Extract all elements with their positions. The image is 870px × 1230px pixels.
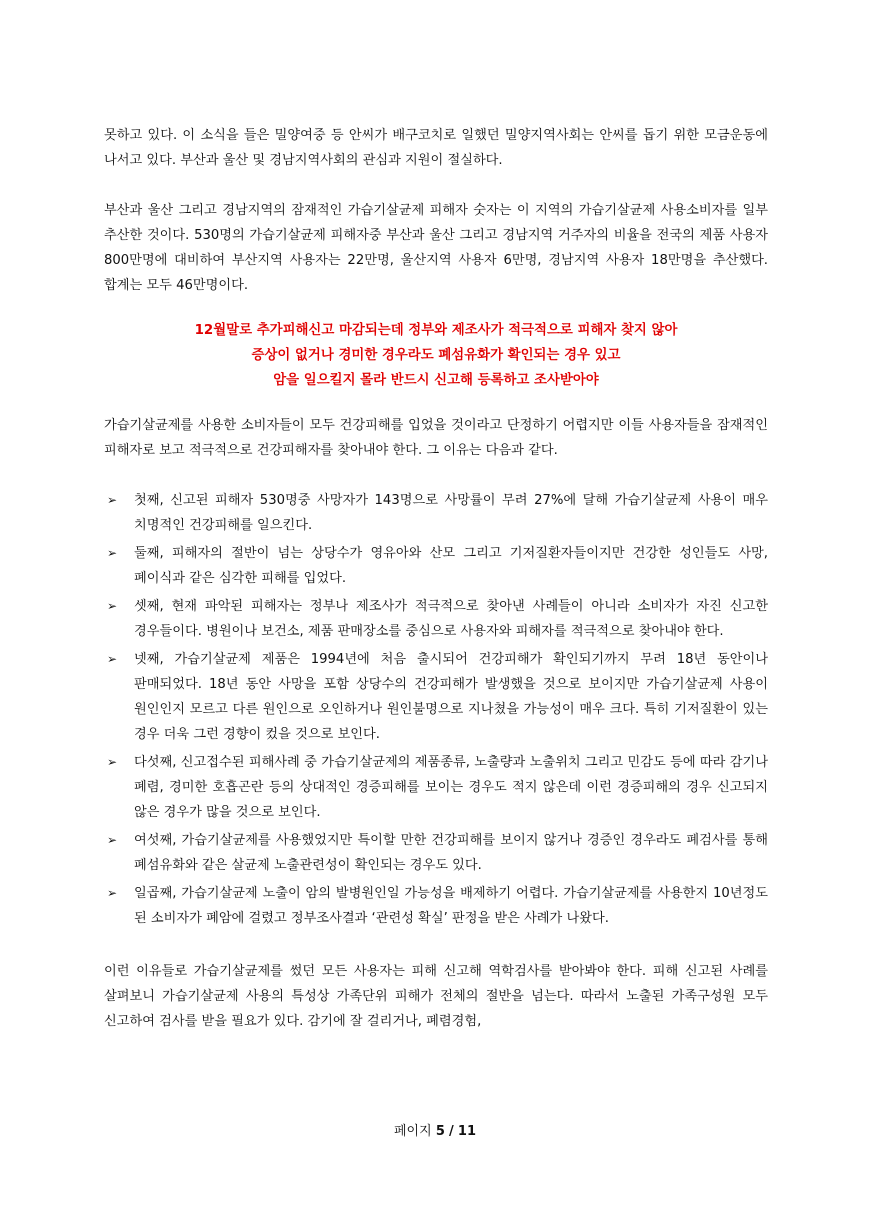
- reason-text: 첫째, 신고된 피해자 530명중 사망자가 143명으로 사망률이 무려 27%에 달해 가습기살균제 사용이 매우 치명적인 건강피해를 일으킨다.: [134, 493, 768, 533]
- arrow-bullet-icon: ➢: [107, 599, 118, 613]
- page-footer: [0, 1122, 870, 1142]
- arrow-bullet-icon: ➢: [107, 652, 118, 666]
- reason-text: 여섯째, 가습기살균제를 사용했었지만 특이할 만한 건강피해를 보이지 않거나 경증인 경우라도 폐검사를 통해 폐섬유화와 같은 살균제 노출관련성이 확인되는 경우도 있다.: [134, 833, 768, 873]
- reason-list-item: [104, 750, 768, 825]
- paragraph-gap: [104, 298, 768, 318]
- footer-current-page: 5: [435, 1124, 445, 1139]
- paragraph-gap: [104, 463, 768, 488]
- arrow-bullet-icon: ➢: [107, 886, 118, 900]
- page-content: [104, 123, 768, 1034]
- arrow-bullet-icon: ➢: [107, 755, 118, 769]
- headline-line-2: 증상이 없거나 경미한 경우라도 폐섬유화가 확인되는 경우 있고: [251, 348, 621, 363]
- footer-page-label: 페이지: [394, 1124, 432, 1139]
- reason-list-item: [104, 541, 768, 591]
- footer-total-pages: 11: [457, 1124, 476, 1139]
- arrow-bullet-icon: ➢: [107, 493, 118, 507]
- paragraph-regional-estimate: 부산과 울산 그리고 경남지역의 잠재적인 가습기살균제 피해자 숫자는 이 지역의 가습기살균제 사용소비자를 일부 추산한 것이다. 530명의 가습기살균제 피해자중 부산과 울산 그리고 경남지역 거주자의 비율을 전국의 제품 사용자 800만명에 대비하여 부산지역 사용자는 22만명, 울산지역 사용자 6만명, 경남지역 사용자 18만명을 추산했다. 합계는 모두 46만명이다.: [104, 203, 768, 293]
- reason-list-item: [104, 828, 768, 878]
- arrow-bullet-icon: ➢: [107, 546, 118, 560]
- headline-line-3: 암을 일으킬지 몰라 반드시 신고해 등록하고 조사받아야: [273, 373, 599, 388]
- reason-list-item: [104, 647, 768, 747]
- paragraph-gap: [104, 934, 768, 959]
- headline-line-1: 12월말로 추가피해신고 마감되는데 정부와 제조사가 적극적으로 피해자 찾지 않아: [194, 323, 678, 338]
- paragraph-gap: [104, 393, 768, 413]
- paragraph-gap: [104, 173, 768, 198]
- footer-separator: /: [449, 1124, 454, 1139]
- reason-text: 일곱째, 가습기살균제 노출이 암의 발병원인일 가능성을 배제하기 어렵다. 가습기살균제를 사용한지 10년정도 된 소비자가 폐암에 걸렸고 정부조사결과 ‘관련성 확실’ 판정을 받은 사례가 나왔다.: [134, 886, 768, 926]
- highlight-headline: [104, 318, 768, 393]
- reasons-list: [104, 488, 768, 931]
- reason-text: 둘째, 피해자의 절반이 넘는 상당수가 영유아와 산모 그리고 기저질환자들이지만 건강한 성인들도 사망, 폐이식과 같은 심각한 피해를 입었다.: [134, 546, 768, 586]
- reason-list-item: [104, 488, 768, 538]
- paragraph-reasons-intro: 가습기살균제를 사용한 소비자들이 모두 건강피해를 입었을 것이라고 단정하기 어렵지만 이들 사용자들을 잠재적인 피해자로 보고 적극적으로 건강피해자를 찾아내야 한다. 그 이유는 다음과 같다.: [104, 418, 768, 458]
- reason-text: 넷째, 가습기살균제 제품은 1994년에 처음 출시되어 건강피해가 확인되기까지 무려 18년 동안이나 판매되었다. 18년 동안 사망을 포함 상당수의 건강피해가 발생했을 것으로 보이지만 가습기살균제 사용이 원인인지 모르고 다른 원인으로 오인하거나 원인불명으로 지나쳤을 가능성이 매우 크다. 특히 기저질환이 있는 경우 더욱 그런 경향이 컸을 것으로 보인다.: [134, 652, 768, 742]
- paragraph-conclusion: 이런 이유들로 가습기살균제를 썼던 모든 사용자는 피해 신고해 역학검사를 받아봐야 한다. 피해 신고된 사례를 살펴보니 가습기살균제 사용의 특성상 가족단위 피해가 전체의 절반을 넘는다. 따라서 노출된 가족구성원 모두 신고하여 검사를 받을 필요가 있다. 감기에 잘 걸리거나, 폐렴경험,: [104, 964, 768, 1029]
- reason-list-item: [104, 881, 768, 931]
- reason-text: 셋째, 현재 파악된 피해자는 정부나 제조사가 적극적으로 찾아낸 사례들이 아니라 소비자가 자진 신고한 경우들이다. 병원이나 보건소, 제품 판매장소를 중심으로 사용자와 피해자를 적극적으로 찾아내야 한다.: [134, 599, 768, 639]
- reason-list-item: [104, 594, 768, 644]
- paragraph-continuation: 못하고 있다. 이 소식을 들은 밀양여중 등 안씨가 배구코치로 일했던 밀양지역사회는 안씨를 돕기 위한 모금운동에 나서고 있다. 부산과 울산 및 경남지역사회의 관심과 지원이 절실하다.: [104, 128, 768, 168]
- reason-text: 다섯째, 신고접수된 피해사례 중 가습기살균제의 제품종류, 노출량과 노출위치 그리고 민감도 등에 따라 감기나 폐렴, 경미한 호흡곤란 등의 상대적인 경증피해를 보이는 경우도 적지 않은데 이런 경증피해의 경우 신고되지 않은 경우가 많을 것으로 보인다.: [134, 755, 768, 820]
- arrow-bullet-icon: ➢: [107, 833, 118, 847]
